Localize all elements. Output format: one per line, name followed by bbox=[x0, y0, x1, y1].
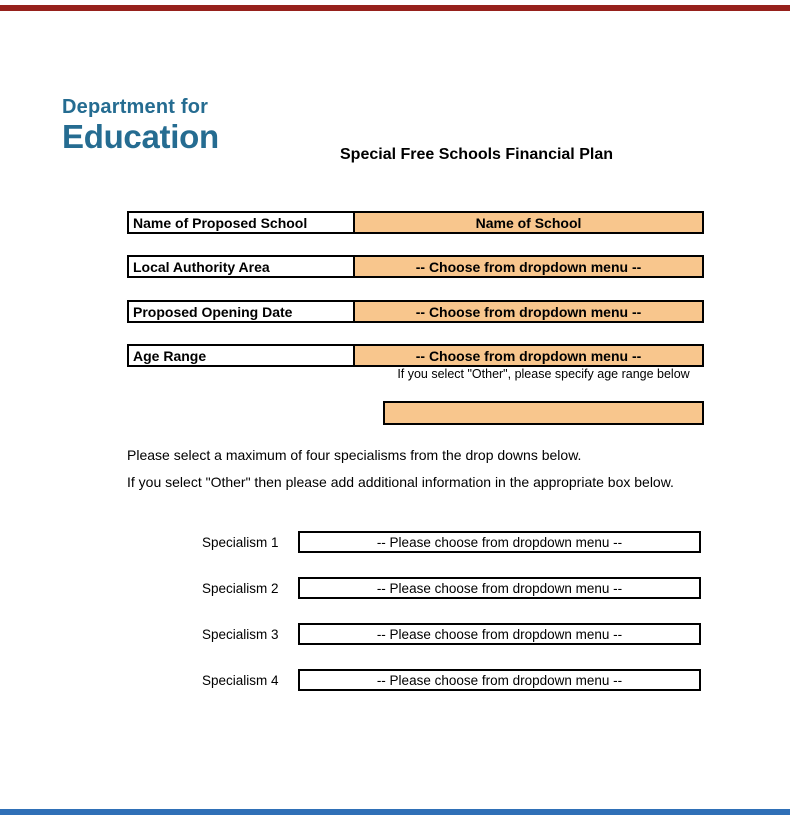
specialism-2-label: Specialism 2 bbox=[202, 580, 279, 596]
specialism-4-label: Specialism 4 bbox=[202, 672, 279, 688]
page-title: Special Free Schools Financial Plan bbox=[340, 146, 613, 163]
specialism-4-dropdown[interactable]: -- Please choose from dropdown menu -- bbox=[298, 669, 701, 691]
instructions-line-2: If you select "Other" then please add additional information in the appropriate box below. bbox=[127, 474, 674, 490]
age-range-dropdown[interactable]: -- Choose from dropdown menu -- bbox=[355, 344, 704, 367]
dfe-logo bbox=[62, 97, 219, 153]
specialism-3-dropdown[interactable]: -- Please choose from dropdown menu -- bbox=[298, 623, 701, 645]
instructions-line-1: Please select a maximum of four specialisms from the drop downs below. bbox=[127, 447, 582, 463]
form-row-opening-date bbox=[127, 300, 704, 323]
form-row-school-name bbox=[127, 211, 704, 234]
specialism-1-label: Specialism 1 bbox=[202, 534, 279, 550]
specialism-row-4 bbox=[202, 669, 701, 691]
form-row-age-range bbox=[127, 344, 704, 367]
specialism-2-dropdown[interactable]: -- Please choose from dropdown menu -- bbox=[298, 577, 701, 599]
specialism-row-1 bbox=[202, 531, 701, 553]
school-name-input[interactable]: Name of School bbox=[355, 211, 704, 234]
local-authority-dropdown[interactable]: -- Choose from dropdown menu -- bbox=[355, 255, 704, 278]
bottom-accent-bar bbox=[0, 809, 790, 815]
local-authority-label: Local Authority Area bbox=[127, 255, 355, 278]
top-accent-bar bbox=[0, 5, 790, 11]
opening-date-dropdown[interactable]: -- Choose from dropdown menu -- bbox=[355, 300, 704, 323]
specialism-row-3 bbox=[202, 623, 701, 645]
specialism-row-2 bbox=[202, 577, 701, 599]
age-range-other-input[interactable] bbox=[383, 401, 704, 425]
specialism-1-dropdown[interactable]: -- Please choose from dropdown menu -- bbox=[298, 531, 701, 553]
specialism-3-label: Specialism 3 bbox=[202, 626, 279, 642]
school-name-label: Name of Proposed School bbox=[127, 211, 355, 234]
form-row-local-authority bbox=[127, 255, 704, 278]
age-range-label: Age Range bbox=[127, 344, 355, 367]
age-range-note: If you select "Other", please specify age range below bbox=[397, 367, 690, 381]
opening-date-label: Proposed Opening Date bbox=[127, 300, 355, 323]
logo-text-department-for: Department for bbox=[62, 96, 209, 118]
logo-text-education: Education bbox=[62, 118, 219, 155]
